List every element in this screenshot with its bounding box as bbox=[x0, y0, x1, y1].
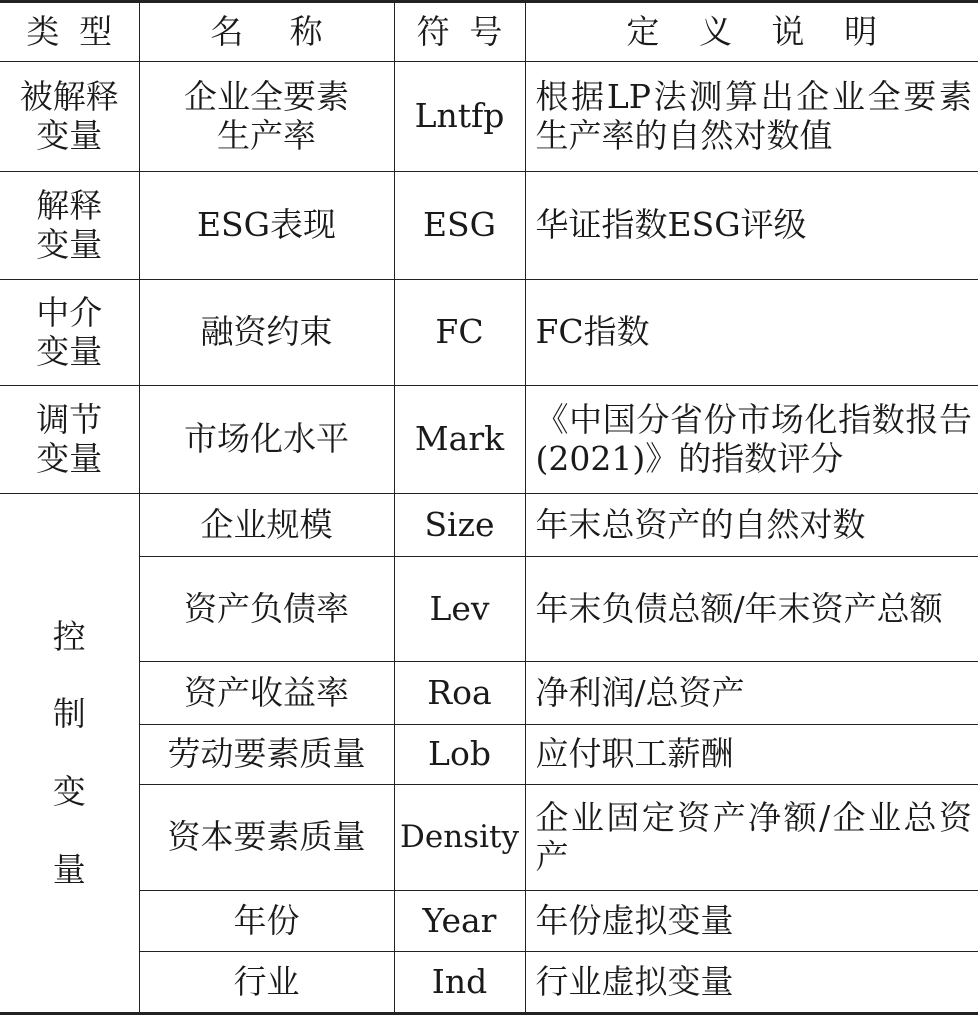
name-cell: 市场化水平 bbox=[139, 386, 394, 494]
definition-cell: 应付职工薪酬 bbox=[525, 725, 978, 785]
symbol-cell: Mark bbox=[394, 386, 525, 494]
definition-cell: 华证指数ESG评级 bbox=[525, 172, 978, 280]
name-cell: ESG表现 bbox=[139, 172, 394, 280]
header-type: 类型 bbox=[0, 2, 139, 62]
table-row bbox=[0, 952, 978, 1014]
header-name: 名称 bbox=[139, 2, 394, 62]
table-row bbox=[0, 785, 978, 891]
name-cell: 企业规模 bbox=[139, 494, 394, 557]
name-cell: 资本要素质量 bbox=[139, 785, 394, 891]
definition-cell: 年末总资产的自然对数 bbox=[525, 494, 978, 557]
symbol-cell: Roa bbox=[394, 662, 525, 725]
type-cell: 中介变量 bbox=[0, 280, 139, 386]
type-cell: 被解释变量 bbox=[0, 62, 139, 172]
name-cell: 年份 bbox=[139, 891, 394, 952]
symbol-cell: Lntfp bbox=[394, 62, 525, 172]
type-cell: 解释变量 bbox=[0, 172, 139, 280]
definition-cell: 净利润/总资产 bbox=[525, 662, 978, 725]
symbol-cell: Density bbox=[394, 785, 525, 891]
definition-cell: 行业虚拟变量 bbox=[525, 952, 978, 1014]
table-row bbox=[0, 280, 978, 386]
symbol-cell: Lob bbox=[394, 725, 525, 785]
table-row bbox=[0, 725, 978, 785]
name-cell: 资产负债率 bbox=[139, 557, 394, 662]
header-symbol: 符号 bbox=[394, 2, 525, 62]
symbol-cell: FC bbox=[394, 280, 525, 386]
type-cell: 调节变量 bbox=[0, 386, 139, 494]
definition-cell: FC指数 bbox=[525, 280, 978, 386]
table-row bbox=[0, 62, 978, 172]
symbol-cell: Ind bbox=[394, 952, 525, 1014]
table-row bbox=[0, 557, 978, 662]
table-row bbox=[0, 172, 978, 280]
table-row bbox=[0, 494, 978, 557]
definition-cell: 企业固定资产净额/企业总资产 bbox=[525, 785, 978, 891]
symbol-cell: Lev bbox=[394, 557, 525, 662]
definition-cell: 《中国分省份市场化指数报告(2021)》的指数评分 bbox=[525, 386, 978, 494]
header-definition: 定义说明 bbox=[525, 2, 978, 62]
name-cell: 资产收益率 bbox=[139, 662, 394, 725]
table-row bbox=[0, 386, 978, 494]
definition-cell: 根据LP法测算出企业全要素生产率的自然对数值 bbox=[525, 62, 978, 172]
definition-cell: 年末负债总额/年末资产总额 bbox=[525, 557, 978, 662]
name-cell: 劳动要素质量 bbox=[139, 725, 394, 785]
name-cell: 企业全要素生产率 bbox=[139, 62, 394, 172]
name-cell: 融资约束 bbox=[139, 280, 394, 386]
table-header-row bbox=[0, 2, 978, 62]
definition-cell: 年份虚拟变量 bbox=[525, 891, 978, 952]
symbol-cell: Size bbox=[394, 494, 525, 557]
symbol-cell: ESG bbox=[394, 172, 525, 280]
table-row bbox=[0, 662, 978, 725]
name-cell: 行业 bbox=[139, 952, 394, 1014]
symbol-cell: Year bbox=[394, 891, 525, 952]
table-row bbox=[0, 891, 978, 952]
control-type-cell: 控制变量 bbox=[0, 494, 139, 1014]
